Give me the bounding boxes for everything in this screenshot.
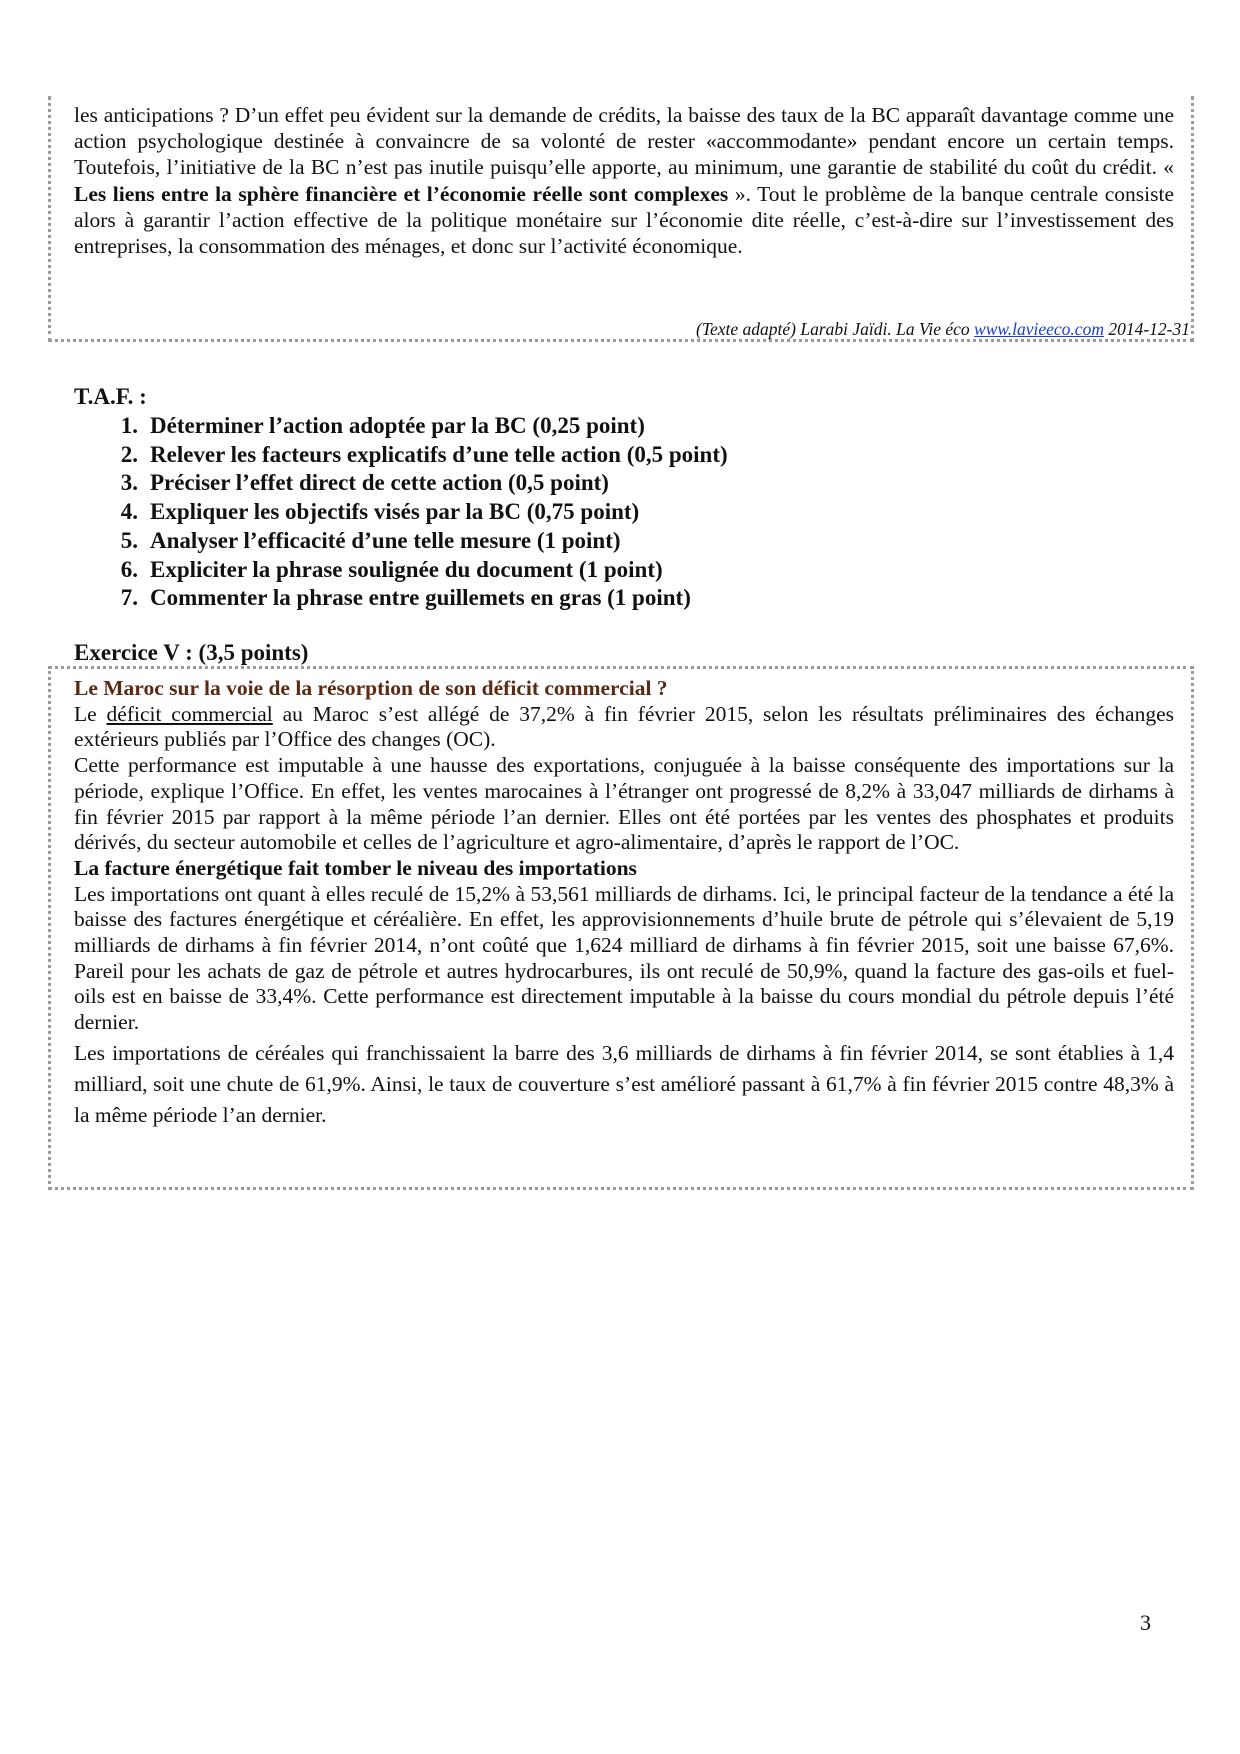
taf-item-number: 5. xyxy=(120,527,138,553)
taf-item xyxy=(100,412,728,441)
intro-paragraph xyxy=(74,102,1174,259)
taf-item-text: Commenter la phrase entre guillemets en gras (1 point) xyxy=(150,585,691,611)
taf-item-text: Déterminer l’action adoptée par la BC (0,25 point) xyxy=(150,413,645,438)
exercise-document xyxy=(74,676,1174,1131)
taf-item-number: 4. xyxy=(120,499,138,525)
p1-post: au Maroc s’est allégé de 37,2% à fin février 2015, selon les résultats préliminaires des échanges extérieurs publiés par l’Office des changes (OC). xyxy=(74,701,1175,752)
taf-item-text: Expliquer les objectifs visés par la BC (0,75 point) xyxy=(150,499,640,525)
taf-item-number: 7. xyxy=(120,585,138,611)
taf-item xyxy=(100,584,728,613)
taf-item-number: 1. xyxy=(120,413,138,438)
taf-title: T.A.F. : xyxy=(74,384,147,409)
source-date: 2014-12-31 xyxy=(1108,319,1190,339)
taf-item xyxy=(100,527,728,556)
exercise-paragraph-1 xyxy=(74,702,1174,753)
exercise-paragraph-3: Les importations ont quant à elles reculé de 15,2% à 53,561 milliards de dirhams. Ici, le principal facteur de la tendance a été la baisse des factures énergétique et céréalière. En effet, les approvisionnements d’huile brute de pétrole qui s’élevaient de 5,19 milliards de dirhams à fin février 2014, n’ont coûté que 1,624 milliard de dirhams à fin février 2015, soit une baisse 67,6%. Pareil pour les achats de gaz de pétrole et autres hydrocarbures, ils ont reculé de 50,9%, quand la facture des gas-oils et fuel-oils est en baisse de 33,4%. Cette performance est directement imputable à la baisse du cours mondial du pétrole depuis l’été dernier. xyxy=(74,881,1174,1035)
taf-item-number: 2. xyxy=(120,441,138,467)
source-link[interactable]: www.lavieeco.com xyxy=(974,319,1104,339)
taf-item-number: 3. xyxy=(120,470,138,496)
exercise-paragraph-4: Les importations de céréales qui franchissaient la barre des 3,6 milliards de dirhams à fin février 2014, se sont établies à 1,4 milliard, soit une chute de 61,9%. Ainsi, le taux de couverture s’est amélioré passant à 61,7% à fin février 2015 contre 48,3% à la même période l’an dernier. xyxy=(74,1040,1174,1127)
source-author: (Texte adapté) Larabi Jaïdi. La Vie éco xyxy=(696,319,970,339)
taf-item-text: Relever les facteurs explicatifs d’une telle action (0,5 point) xyxy=(150,441,728,467)
p1-underlined-phrase: déficit commercial xyxy=(106,701,273,726)
source-citation xyxy=(90,318,1190,340)
intro-text-bold-quote: Les liens entre la sphère financière et l’économie réelle sont complexes xyxy=(74,181,729,206)
taf-item xyxy=(100,469,728,498)
taf-item xyxy=(100,556,728,585)
p1-pre: Le xyxy=(74,701,97,726)
taf-item xyxy=(100,441,728,470)
intro-text-post: ». Tout le problème de la banque centrale consiste alors à garantir l’action effective de la politique monétaire sur l’économie dite réelle, c’est-à-dire sur l’investissement des entreprises, la consommation des ménages, et donc sur l’activité économique. xyxy=(74,181,1174,259)
taf-item-text: Préciser l’effet direct de cette action (0,5 point) xyxy=(150,470,609,496)
exercise-title: Exercice V : (3,5 points) xyxy=(74,640,309,665)
taf-question-list xyxy=(100,412,728,613)
exercise-heading-2: La facture énergétique fait tomber le niveau des importations xyxy=(74,855,637,880)
taf-item xyxy=(100,498,728,527)
exercise-paragraph-2: Cette performance est imputable à une hausse des exportations, conjuguée à la baisse conséquente des importations sur la période, explique l’Office. En effet, les ventes marocaines à l’étranger ont progressé de 8,2% à 33,047 milliards de dirhams à fin février 2015 par rapport à la même période l’an dernier. Elles ont été portées par les ventes des phosphates et produits dérivés, du secteur automobile et celles de l’agriculture et agro-alimentaire, d’après le rapport de l’OC. xyxy=(74,753,1174,855)
taf-item-text: Expliciter la phrase soulignée du document (1 point) xyxy=(150,556,663,582)
page-number: 3 xyxy=(1140,1610,1151,1635)
taf-item-text: Analyser l’efficacité d’une telle mesure (1 point) xyxy=(150,527,621,553)
exercise-heading-1: Le Maroc sur la voie de la résorption de son déficit commercial ? xyxy=(74,676,668,700)
intro-text-pre: les anticipations ? D’un effet peu évident sur la demande de crédits, la baisse des taux de la BC apparaît davantage comme une action psychologique destinée à convaincre de sa volonté de rester «accommodante» pendant encore un certain temps. Toutefois, l’initiative de la BC n’est pas inutile puisqu’elle apporte, au minimum, une garantie de stabilité du coût du crédit. « xyxy=(74,103,1174,180)
taf-item-number: 6. xyxy=(120,556,138,582)
